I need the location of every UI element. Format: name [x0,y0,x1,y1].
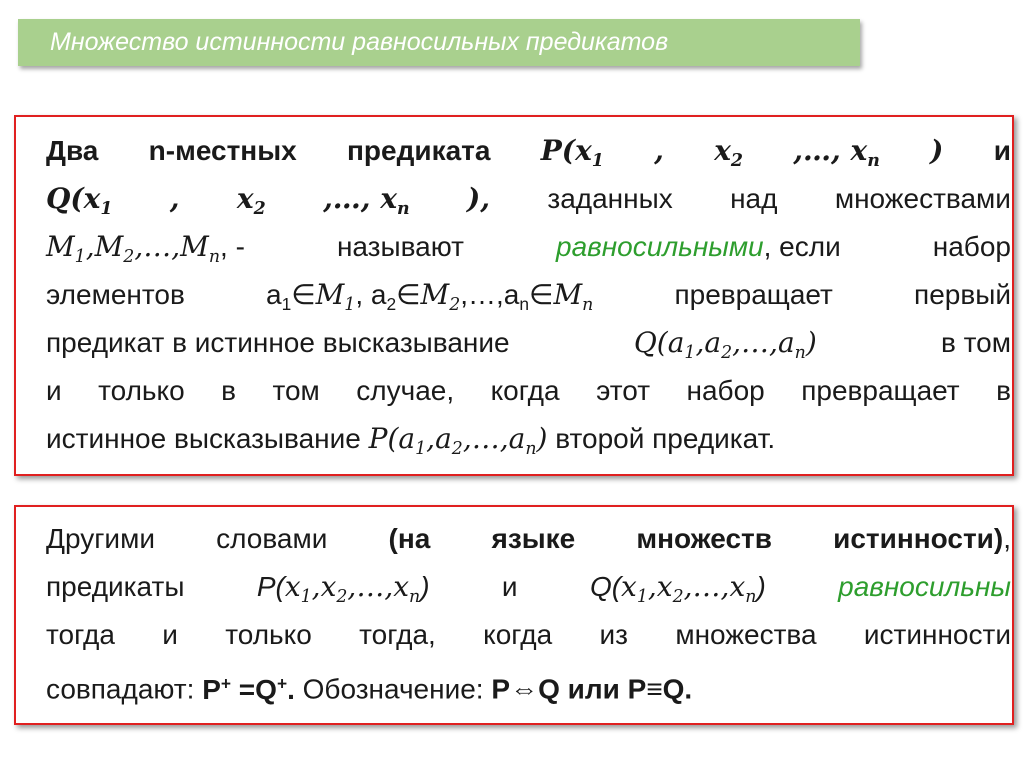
text: том [272,375,320,406]
text: в [996,375,1011,406]
text: набор [686,375,765,406]
text: , [169,182,180,215]
slide-title: Множество истинности равносильных предикатов [50,28,669,56]
formula-sets: M1,M2,…,Mn, - [46,230,245,268]
text: когда [483,619,553,650]
term-equivalent: равносильны [838,571,1011,602]
formula-p-eq-q: P+ =Q+. [202,673,295,705]
text: и [46,375,62,406]
text: предикаты [46,571,185,602]
text: истинности), [833,523,1011,554]
text: и [993,135,1011,166]
text: тогда [46,619,115,650]
text: языке [491,523,576,554]
text: n-местных [148,135,297,166]
text: множества [675,619,817,650]
formula-x2: x2 [714,134,743,172]
formula-q-x: Q(x1,x2,…,xn) [589,570,766,608]
formula-p-a: $P(a_1,a_2,\dots,a_n)$ [368,422,548,460]
truth-line-3 [46,611,1011,659]
text: превращает [801,375,960,406]
text: над [730,183,778,214]
formula-elements: a1∈M1, a2∈M2,…,an∈Mn [266,278,594,316]
title-banner [18,19,860,66]
definition-line-2 [46,175,1011,223]
text: в [221,375,236,406]
text: этот [596,375,651,406]
formula-x2: x2 [236,182,266,220]
text: Два [46,135,99,166]
text: ) [930,134,944,167]
definition-line-6 [46,367,1011,415]
text: (на [388,523,431,554]
truth-line-1 [46,515,1011,563]
text: ), [467,182,490,215]
text: называют [336,231,464,262]
text: Обозначение: [302,673,484,705]
definition-line-3 [46,223,1011,271]
truth-set-box [14,505,1014,725]
text: набор [932,231,1011,262]
text: тогда, [359,619,436,650]
text: превращает [674,279,833,310]
notation: P⇔Q или P≡Q. [491,673,693,705]
formula-q-a: Q(a1,a2,…,an) [633,326,817,364]
text: только [225,619,312,650]
text: истинное высказывание [46,423,361,454]
text: случае, [356,375,455,406]
definition-box [14,115,1014,476]
text: элементов [46,279,185,310]
definition-line-5 [46,319,1011,367]
text: истинности [863,619,1011,650]
definition-line-1 [46,127,1011,175]
definition-line-7 [46,415,1011,463]
text: Другими [46,523,155,554]
text: когда [490,375,560,406]
text: совпадают: [46,673,195,705]
formula-p-x: P(x1,x2,…,xn) [256,570,430,608]
text: предикат в истинное высказывание [46,327,510,358]
text: из [599,619,628,650]
text: только [98,375,185,406]
text: и [162,619,178,650]
text: предиката [347,135,491,166]
text: множествами [834,183,1011,214]
formula-xn: ,…, xn [793,134,880,172]
text: в том [940,327,1011,358]
truth-line-4 [46,659,1011,707]
formula-xn: ,…, xn [323,182,410,220]
text: заданных [547,183,673,214]
text: словами [216,523,328,554]
text: первый [914,279,1011,310]
formula-q: Q(x1 [46,182,113,220]
text: , [654,134,664,167]
truth-line-2 [46,563,1011,611]
formula-p: P(x1 [540,134,604,172]
definition-line-4 [46,271,1011,319]
term-equivalent: равносильными, если [556,231,841,262]
text: множеств [636,523,772,554]
text: второй предикат. [555,423,776,454]
text: и [501,571,518,602]
